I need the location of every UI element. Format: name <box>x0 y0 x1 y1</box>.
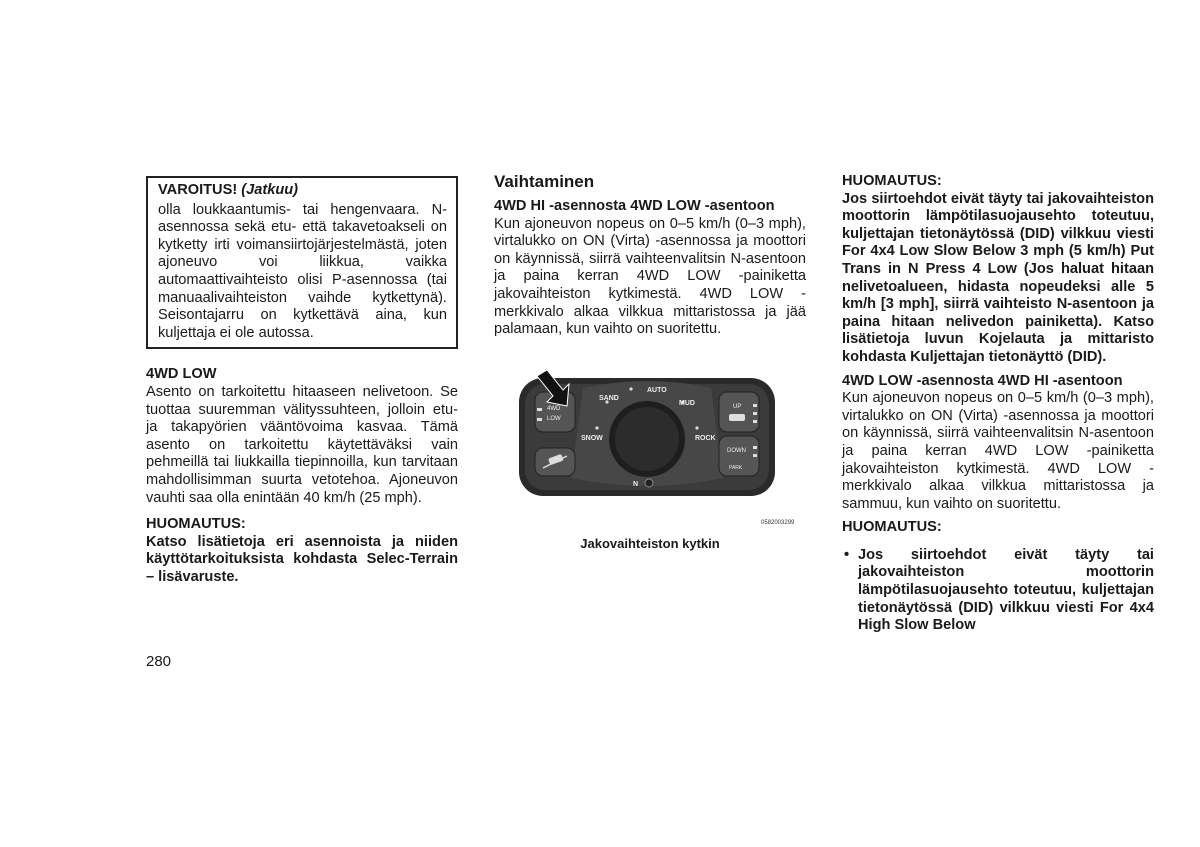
note-text: Katso lisätietoja eri asennoista ja niiden käyttötarkoituksista kohdasta Selec-Terrain – lisävaruste. <box>146 533 458 585</box>
neutral-label: N <box>633 481 639 488</box>
terrain-dial-cap <box>615 407 679 471</box>
button-low-label: LOW <box>547 416 561 422</box>
right-column <box>842 173 1154 635</box>
section-title: Vaihtaminen <box>494 172 595 191</box>
text-low-to-hi: Kun ajoneuvon nopeus on 0–5 km/h (0–3 mph), virtalukko on ON (Virta) -asennossa ja moottori on käynnissä, siirrä vaihteenvalitsin N-asentoon ja paina kerran 4WD LOW -painiketta jakovaihteiston kytkimestä. 4WD LOW -merkkivalo alkaa vilkkua mittaristossa ja sammuu, kun vaihto on suoritettu. <box>842 390 1154 512</box>
note-text-1: Jos siirtoehdot eivät täyty tai jakovaihteiston moottorin lämpötilasuojausehto toteutuu, kuljettajan tietonäytössä (DID) vilkkuu viesti For 4x4 Low Slow Below 3 mph (5 km/h) Put Trans in N Press 4 Low (Jos haluat hitaan nelivetoalueen, hidasta nopeudeksi alle 5 km/h [3 mph], siirrä vaihteisto N-asentoon ja paina hitaan nelivedon painiketta). Katso lisätietoja luvun Kojelauta ja mittaristo kohdasta Kuljettajan tietonäyttö (DID). <box>842 190 1154 365</box>
button-park-label: PARK <box>729 465 743 471</box>
figure-caption: Jakovaihteiston kytkin <box>580 536 720 551</box>
sub-heading-hi-to-low: 4WD HI -asennosta 4WD LOW -asentoon <box>494 198 775 214</box>
neutral-button <box>645 479 653 487</box>
mode-snow-label: SNOW <box>581 435 603 442</box>
warning-heading <box>158 182 447 200</box>
warning-continued: (Jatkuu) <box>241 182 299 198</box>
vehicle-up-icon <box>729 414 745 421</box>
bullet-dot: • <box>844 546 850 563</box>
mode-mud-label: MUD <box>679 400 695 407</box>
sub-heading-low-to-hi: 4WD LOW -asennosta 4WD HI -asentoon <box>842 372 1123 389</box>
page-number: 280 <box>146 653 172 670</box>
button-up-label: UP <box>733 404 742 410</box>
note-heading-2: HUOMAUTUS: <box>842 519 942 536</box>
image-code: 0582003299 <box>761 520 795 526</box>
heading-4wd-low: 4WD LOW <box>146 366 217 383</box>
mode-sand-label: SAND <box>599 395 619 402</box>
button-down-label: DOWN <box>727 448 746 454</box>
warning-text: olla loukkaantumis- tai hengenvaara. N-asennossa sekä etu- että takavetoakseli on kytketty irti voimansiirtojärjestelmästä, joten ajoneuvo voi liikkua, vaikka automaattivaihteisto olisi P-asennossa (tai manuaalivaihteiston vaihde kytkettynä). Seisontajarru on kytkettävä aina, kun kuljettaja ei ole autossa. <box>158 201 447 341</box>
transfer-case-switch-illustration <box>517 370 803 530</box>
bullet-text: Jos siirtoehdot eivät täyty tai jakovaihteiston moottorin lämpötilasuojausehto toteutuu, kuljettajan tietonäytössä (DID) vilkkuu viesti For 4x4 High Slow Below <box>858 546 1154 634</box>
text-hi-to-low: Kun ajoneuvon nopeus on 0–5 km/h (0–3 mph), virtalukko on ON (Virta) -asennossa ja moottori on käynnissä, siirrä vaihteenvalitsin N-asentoon ja paina kerran 4WD LOW -painiketta jakovaihteiston kytkimestä. 4WD LOW -merkkivalo alkaa vilkkua mittaristossa ja jää palamaan, kun vaihto on suoritettu. <box>494 215 806 338</box>
middle-column <box>494 171 806 339</box>
note-heading-1: HUOMAUTUS: <box>842 173 942 189</box>
left-column <box>146 176 458 586</box>
transfer-case-switch-figure <box>517 370 803 530</box>
mode-auto-label: AUTO <box>647 387 667 394</box>
mode-rock-label: ROCK <box>695 435 716 442</box>
bullet-item <box>842 547 1154 635</box>
text-4wd-low: Asento on tarkoitettu hitaaseen nelivetoon. Se tuottaa suuremman välityssuhteen, jolloin etu- ja takapyörien vääntövoima kasvaa. Tämä asento on tarkoitettu käytettäväksi vain pehmeillä tai liukkailla tiepinnoilla, kun tarvitaan mahdollisimman suurta vetotehoa. Ajoneuvon vauhti saa olla enintään 40 km/h (25 mph). <box>146 383 458 506</box>
button-4wd-label: 4WD <box>547 406 561 412</box>
note-heading: HUOMAUTUS: <box>146 516 246 533</box>
warning-box <box>146 176 458 349</box>
warning-title: VAROITUS! <box>158 182 238 198</box>
